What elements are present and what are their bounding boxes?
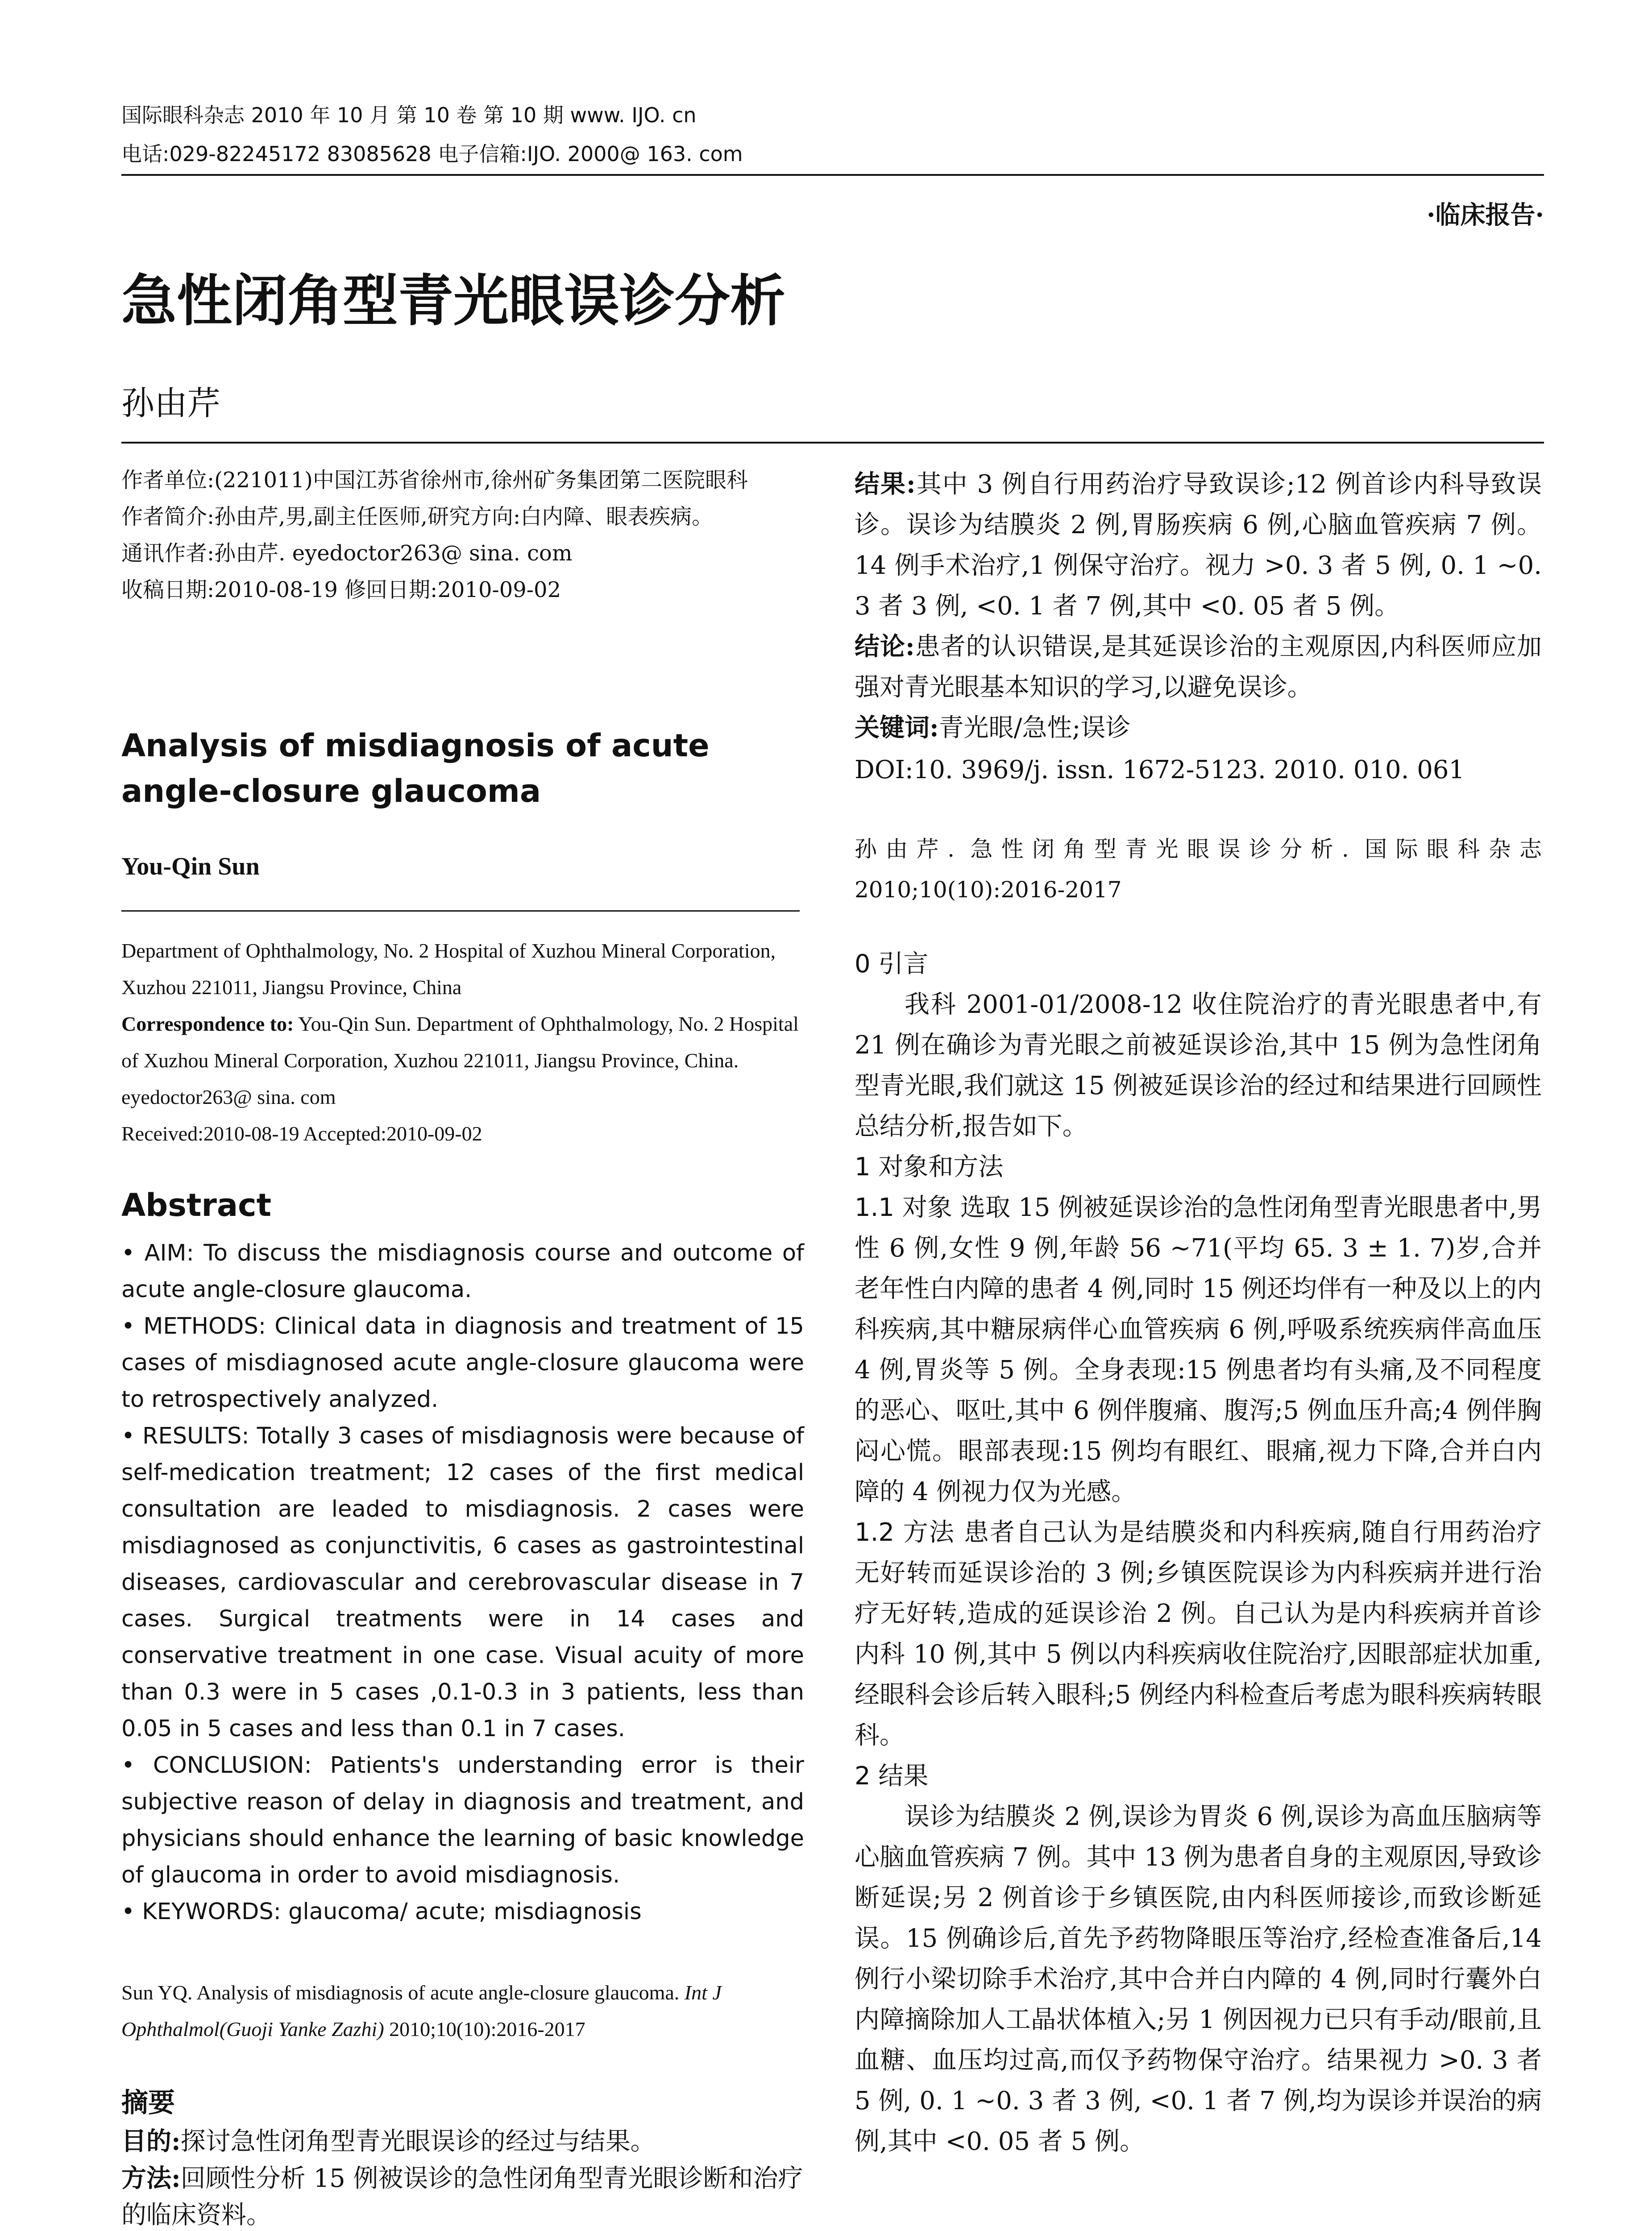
section-1-1 [855,1187,1542,1512]
author-bio: 作者简介:孙由芹,男,副主任医师,研究方向:白内障、眼表疾病。 [121,504,714,529]
cn-conclusion-label: 结论: [855,632,915,661]
cn-aim-label: 目的: [121,2127,181,2156]
english-author-rule [121,910,800,912]
english-title: Analysis of misdiagnosis of acute angle-closure glaucoma [121,727,710,809]
chinese-abstract-body [121,2123,804,2231]
cn-results-text: 其中 3 例自行用药治疗导致误诊;12 例首诊内科导致误诊。误诊为结膜炎 2 例,胃肠疾病 6 例,心脑血管疾病 7 例。14 例手术治疗,1 例保守治疗。视力 >0. 3 者 5 例, 0. 1 ~0. 3 者 3 例, <0. 1 者 7 例,其中 <0. 05 者 5 例。 [855,470,1542,621]
main-body [855,944,1542,2162]
abstract-keywords: • KEYWORDS: glaucoma/ acute; misdiagnosis [121,1899,642,1925]
article-title: 急性闭角型青光眼误诊分析 [121,269,786,333]
section-tag: ·临床报告· [1427,200,1544,230]
section-2-text: 误诊为结膜炎 2 例,误诊为胃炎 6 例,误诊为高血压脑病等心脑血管疾病 7 例。其中 13 例为患者自身的主观原因,导致诊断延误;另 2 例首诊于乡镇医院,由内科医师接诊,而致诊断延误。15 例确诊后,首先予药物降眼压等治疗,经检查准备后,14 例行小梁切除手术治疗,其中合并白内障的 4 例,同时行囊外白内障摘除加人工晶状体植入;另 1 例因视力已只有手动/眼前,且血糖、血压均过高,而仅予药物保守治疗。结果视力 >0. 3 者 5 例, 0. 1 ~0. 3 者 3 例, <0. 1 者 7 例,均为误诊并误治的病例,其中 <0. 05 者 5 例。 [855,1802,1542,2156]
section-1-2-label: 1.2 方法 [855,1518,955,1547]
author-name-cn: 孙由芹 [121,384,220,423]
cn-methods [121,2160,804,2231]
section-1-1-label: 1.1 对象 [855,1193,953,1222]
cn-results-label: 结果: [855,469,916,499]
cn-aim [121,2123,804,2160]
section-1-2 [855,1512,1542,1756]
section-1-1-text: 选取 15 例被延误诊治的急性闭角型青光眼患者中,男性 6 例,女性 9 例,年龄 56 ~71(平均 65. 3 ± 1. 7)岁,合并老年性白内障的患者 4 例,同时 15 例还均伴有一种及以上的内科疾病,其中糖尿病伴心血管疾病 6 例,呼吸系统疾病伴高血压 4 例,胃炎等 5 例。全身表现:15 例患者均有头痛,及不同程度的恶心、呕吐,其中 6 例伴腹痛、腹泻;5 例血压升高;4 例伴胸闷心慌。眼部表现:15 例均有眼红、眼痛,视力下降,合并白内障的 4 例视力仅为光感。 [855,1193,1542,1506]
cn-keywords-label: 关键词: [855,713,939,742]
title-rule [121,442,1544,444]
correspondence-text: You-Qin Sun. Department of Ophthalmology, No. 2 Hospital of Xuzhou Mineral Corporation, Xuzhou 221011, Jiangsu Province, China. eyedoctor263@ sina. com [121,1012,799,1108]
citation-chinese: 孙由芹. 急性闭角型青光眼误诊分析. 国际眼科杂志 2010;10(10):2016-2017 [855,836,1542,903]
section-0-heading: 0 引言 [855,950,929,979]
section-1-heading: 1 对象和方法 [855,1153,1004,1182]
correspondence-label: Correspondence to: [121,1012,294,1035]
journal-header-line2: 电话:029-82245172 83085628 电子信箱:IJO. 2000@ 163. com [121,142,743,166]
received-dates: 收稿日期:2010-08-19 修回日期:2010-09-02 [121,577,561,602]
abstract-conclusion: • CONCLUSION: Patients's understanding error is their subjective reason of delay in diagnosis and treatment, and physicians should enhance the learning of basic knowledge of glaucoma in order to avoid misdiagnosis. [121,1752,804,1888]
abstract-results: • RESULTS: Totally 3 cases of misdiagnosis were because of self-medication treatment; 12 cases of the first medical consultation are leaded to misdiagnosis. 2 cases were misdiagnosed as conjunctivitis, 6 cases as gastrointestinal diseases, cardiovascular and cerebrovascular disease in 7 cases. Surgical treatments were in 14 cases and conservative treatment in one case. Visual acuity of more than 0.3 were in 5 cases ,0.1-0.3 in 3 patients, less than 0.05 in 5 cases and less than 0.1 in 7 cases. [121,1423,804,1742]
cn-aim-text: 探讨急性闭角型青光眼误诊的经过与结果。 [180,2127,656,2156]
english-affiliation [121,933,804,1152]
english-author: You-Qin Sun [121,853,260,880]
section-0-text: 我科 2001-01/2008-12 收住院治疗的青光眼患者中,有 21 例在确诊为青光眼之前被延误诊治,其中 15 例为急性闭角型青光眼,我们就这 15 例被延误诊治的经过和结果进行回顾性总结分析,报告如下。 [855,990,1542,1141]
section-2-heading: 2 结果 [855,1762,929,1791]
cn-conclusion [855,626,1542,708]
cn-results [855,464,1542,626]
cn-conclusion-text: 患者的认识错误,是其延误诊治的主观原因,内科医师应加强对青光眼基本知识的学习,以避免误诊。 [855,632,1542,702]
chinese-abstract-heading: 摘要 [121,2087,175,2119]
cn-keywords-text: 青光眼/急性;误诊 [938,713,1131,742]
citation-en-text: Sun YQ. Analysis of misdiagnosis of acute angle-closure glaucoma. [121,1981,685,2004]
english-dates: Received:2010-08-19 Accepted:2010-09-02 [121,1122,482,1145]
author-info [121,462,804,608]
citation-english [121,1974,804,2048]
department: Department of Ophthalmology, No. 2 Hospital of Xuzhou Mineral Corporation, Xuzhou 221011, Jiangsu Province, China [121,939,776,999]
abstract-aim: • AIM: To discuss the misdiagnosis course and outcome of acute angle-closure glaucoma. [121,1240,804,1303]
doi: DOI:10. 3969/j. issn. 1672-5123. 2010. 010. 061 [855,755,1465,784]
cn-keywords [855,708,1542,748]
abstract-heading: Abstract [121,1187,272,1223]
citation-en-journal: Int J Ophthalmol(Guoji Yanke Zazhi) [121,1981,722,2040]
abstract-body [121,1235,804,1930]
cn-methods-text: 回顾性分析 15 例被误诊的急性闭角型青光眼诊断和治疗的临床资料。 [121,2164,803,2230]
correspondence [121,1006,804,1116]
cn-methods-label: 方法: [121,2164,181,2193]
section-1-2-text: 患者自己认为是结膜炎和内科疾病,随自行用药治疗无好转而延误诊治的 3 例;乡镇医院误诊为内科疾病并进行治疗无好转,造成的延误诊治 2 例。自己认为是内科疾病并首诊内科 10 例,其中 5 例以内科疾病收住院治疗,因眼部症状加重,经眼科会诊后转入眼科;5 例经内科检查后考虑为眼科疾病转眼科。 [855,1518,1542,1750]
journal-header-line1: 国际眼科杂志 2010 年 10 月 第 10 卷 第 10 期 www. IJO. cn [121,103,697,127]
header-rule [121,174,1544,176]
corresponding-author: 通讯作者:孙由芹. eyedoctor263@ sina. com [121,541,573,566]
author-unit: 作者单位:(221011)中国江苏省徐州市,徐州矿务集团第二医院眼科 [121,468,748,493]
abstract-methods: • METHODS: Clinical data in diagnosis and treatment of 15 cases of misdiagnosed acute angle-closure glaucoma were to retrospectively analyzed. [121,1313,804,1413]
citation-en-tail: 2010;10(10):2016-2017 [384,2018,585,2040]
chinese-abstract-continued [855,464,1542,748]
